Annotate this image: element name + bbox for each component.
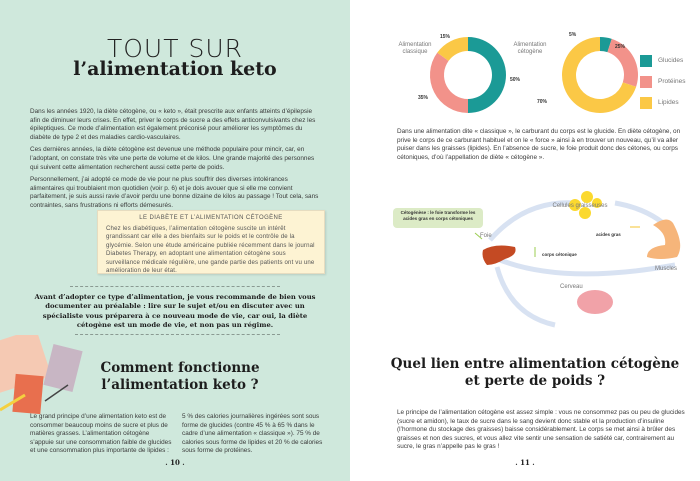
section-title-line: Quel lien entre alimentation cétogène (390, 356, 680, 372)
donut-slice-glucides (468, 37, 506, 113)
column-1: Le grand principe d’une alimentation keto est de consommer beaucoup moins de sucre et plus de matières grasses. L’alimentation cétogène s’appuie sur une consommation faible de glucides et une consommation plus importante de lipides : (30, 413, 172, 455)
title-line1: TOUT SUR (106, 34, 243, 63)
label-fat-cells: Cellules graisseuses (552, 203, 608, 209)
label-brain: Cerveau (560, 284, 583, 290)
pct-label: 25% (615, 44, 626, 50)
section-title (390, 356, 680, 390)
swatch (640, 97, 652, 109)
swatch (640, 55, 652, 67)
legend-item (640, 71, 685, 92)
pct-label: 35% (418, 95, 429, 101)
legend-label: Glucides (658, 57, 684, 64)
chart-label-keto: Alimentation cétogène (513, 42, 547, 55)
page-number: . 10 . (165, 458, 185, 467)
label-fatty-acids: acides gras (596, 232, 621, 237)
label-liver: Foie (480, 233, 492, 239)
legend (640, 50, 685, 113)
title-line2: l’alimentation keto (73, 58, 277, 80)
paragraph: Dans une alimentation dite « classique », le carburant du corps est le glucide. En diète cétogène, on prive le corps de ce carburant habituel et on le « force » ainsi à en trouver un nouveau, qu’il va aller puiser dans les graisses (lipides). En l’absence de sucre, le foie produit donc des cétones, ou corps cétoniques, d’où l’appellation de diète « cétogène ». (397, 128, 681, 161)
right-page (350, 0, 700, 481)
pct-label: 50% (510, 77, 521, 83)
legend-item (640, 92, 685, 113)
legend-label: Protéines (658, 78, 686, 85)
donut-slice-protéines (430, 53, 468, 113)
swatch (640, 76, 652, 88)
section-title-line: et perte de poids ? (464, 373, 606, 389)
intro-paragraph: Ces dernières années, la diète cétogène est devenue une méthode populaire pour mincir, car, en l’adoptant, on constate très vite une perte de volume et de kilos. Une grande majorité des personnes qui suivent cette alimentation recherchent aussi cette perte de poids. (30, 146, 315, 171)
callout-text: Cétogénèse : le foie transforme les acides gras en corps cétoniques (400, 210, 476, 221)
notebooks-illustration (0, 335, 90, 415)
brain-icon (577, 290, 613, 314)
pct-label: 70% (537, 99, 548, 105)
pct-label: 5% (569, 32, 577, 38)
ketosis-diagram (385, 185, 700, 330)
body-text: Le principe de l’alimentation cétogène est assez simple : vous ne consommez pas ou peu de glucides (sucre et amidon), le taux de sucre dans le sang devient donc stable et la production d’insuline (l’hormone du stockage des graisses) baisse considérablement. Le corps se met ainsi à brûler des graisses et non des sucres, et vous allez vite sentir une sensation de satiété car, contrairement au sucre, le gras n’appelle pas le gras ! (397, 409, 685, 451)
chart-label-classic: Alimentation classique (398, 42, 432, 55)
label-ketone-bodies: corps cétonique (542, 252, 577, 257)
section-title-line: l’alimentation keto ? (101, 377, 259, 393)
pct-label: 15% (440, 34, 451, 40)
section-title-line: Comment fonctionne (100, 360, 260, 376)
intro (30, 108, 322, 211)
column-2: 5 % des calories journalières ingérées sont sous forme de glucides (contre 45 % à 65 % dans le cadre d’une alimentation « classique »). 75 % de calories sous forme de lipides et 20 % de calories sous forme de protéines. (182, 413, 323, 455)
box-title: LE DIABÈTE ET L’ALIMENTATION CÉTOGÈNE (139, 215, 283, 221)
section-title (90, 360, 270, 394)
legend-label: Lipides (658, 99, 679, 106)
muscle-arm-icon (647, 219, 680, 259)
legend-item (640, 50, 685, 71)
box-text: Chez les diabétiques, l’alimentation cétogène suscite un intérêt grandissant car elle a des bienfaits sur le poids et le contrôle de la glycémie. Selon une étude américaine publiée récemment dans le journal Diabetes Therapy, en adoptant une alimentation cétogène sous surveillance médicale régulière, une gande partie des patients ont vu une amélioration de leur état. (106, 225, 315, 275)
label-muscles: Muscles (655, 266, 678, 272)
divider (75, 334, 280, 338)
diabetes-box (97, 210, 325, 274)
pull-quote: Avant d’adopter ce type d’alimentation, je vous recommande de bien vous documenter au préalable : lire sur le sujet et/ou en discuter avec un spécialiste vous préparera à ce nouveau mode de vie, car oui, la diète cétogène est un mode de vie, et non pas un régime. (34, 293, 316, 329)
page-number: . 11 . (515, 458, 535, 467)
intro-paragraph: Dans les années 1920, la diète cétogène, ou « keto », était prescrite aux enfants atteints d’épilepsie afin de diminuer leurs crises. En effet, priver le corps de sucre a des effets anticonvulsivants chez les épileptiques. Ce mode d’alimentation est également préconisé pour améliorer les symptômes du diabète de type 2 et des maladies cardio-vasculaires. (30, 108, 316, 141)
intro-paragraph: Personnellement, j’ai adopté ce mode de vie pour ne plus souffrir des diverses intolérances alimentaires qui troublaient mon quotidien (voir p. 6) et je dois avouer que si elle me convient parfaitement, je suis aussi ravie d’avoir perdu une bonne dizaine de kilos au passage ! Tout cela, sans contraintes, sans frustrations ni efforts démesurés. (30, 176, 319, 209)
divider (70, 286, 280, 290)
